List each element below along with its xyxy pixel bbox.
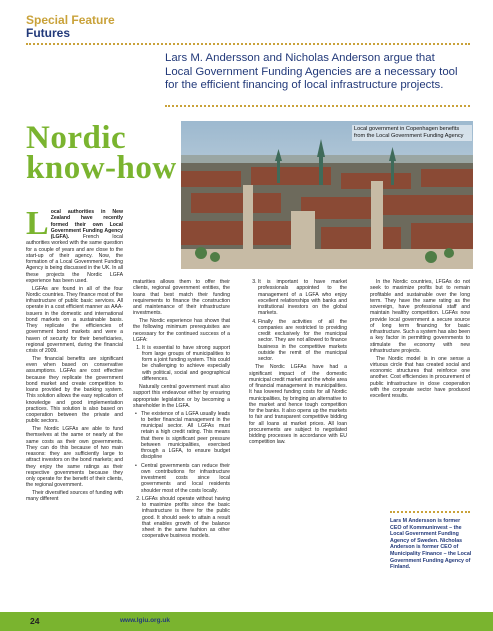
bullet-item: • Central governments can reduce their own contributions for infrastructure investment costs since local governments and local residents shoulder most of the costs locally. xyxy=(141,463,230,494)
top-dotted-rule xyxy=(26,43,470,45)
paragraph: LGFAs are found in all of the four Nordic countries. They finance most of the infrastructure of public basic services. All operate in a cost efficient manner as AAA-issuers in the domestic and international bond markets on a sustainable basis. They replicate the efficiencies of government bond markets and were a haven of security for their beneficiaries, regional government, during the financial crisis of 2009. xyxy=(26,285,123,354)
section-label: Special Feature xyxy=(26,13,115,27)
lead-continuation: French local authorities worked with the same question for a couple of years and are close to the start-up of their agency. Now, the formation of a Local Government Funding Agency is being discussed in the UK. In all these projects the Nordic LGFA experience has been used. xyxy=(26,234,123,284)
author-dotted-rule xyxy=(390,511,470,513)
lead-text: ocal authorities in New Zealand have recently formed their own Local Government Funding Agency (LGFA). xyxy=(50,209,123,240)
title-line-2: know-how xyxy=(26,150,177,186)
article-title xyxy=(26,120,177,186)
prerequisite-list xyxy=(249,279,347,362)
paragraph: The Nordic model is in one sense a virtuous circle that has created social and economic structures that reinforce one another. Cost efficiencies in procurement of public infrastructure in close cooperation with the corporate sector have produced excellent results. xyxy=(370,355,470,399)
photo-caption: Local government in Copenhagen benefits from the Local Government Funding Agency xyxy=(352,125,472,141)
list-item: 2. LGFAs should operate without having to maximize profits since the basic infrastructure is there for the public good. It should seek to attain a result that enables growth of the balance sheet in the same fashion as other cooperative business models. xyxy=(142,496,230,540)
bullet-list xyxy=(133,411,230,494)
headline-dotted-rule xyxy=(165,105,470,107)
copenhagen-photo xyxy=(181,121,473,269)
drop-cap: L xyxy=(26,205,49,242)
paragraph: maturities allows them to offer their clients, regional government entities, the loans that best match their funding requirements to finance the construction and maintenance of their infrastructure investments. xyxy=(133,279,230,317)
list-item: 3. It is important to have market professionals appointed to the management of a LGFA who enjoy excellent relationships with banks and institutional investors on the global markets. xyxy=(258,279,347,317)
author-bio: Lars M Andersson is former CEO of Kommuninvest – the Local Government Funding Agency of Sweden. Nicholas Anderson is former CEO of Municipality Finance – the Local Government Funding Agency of Finland. xyxy=(390,518,472,571)
bullet-item: • The existence of a LGFA usually leads to better financial management in the municipal sector. All LGFAs must retain a high credit rating. This means that there is significant peer pressure between municipalities, exercised through a LGFA, to ensure budget discipline xyxy=(141,411,230,461)
website-link[interactable]: www.lgiu.org.uk xyxy=(120,617,170,624)
prerequisite-list xyxy=(133,345,230,383)
paragraph: The Nordic LGFAs have had a significant impact of the domestic municipal credit market and the whole area of financial management in municipalities. It has lowered funding costs for all Nordic municipalities, by bringing an alternative to the market and hence tough competition for the banks. It also opens up the markets to fair and transparent competitive bidding for all loans at market prices. All loan procurements are subject to negotiated bidding processes in accordance with EU competition law. xyxy=(249,364,348,446)
title-line-1: Nordic xyxy=(26,120,127,156)
paragraph: In the Nordic countries, LFGAs do not seek to maximize profits but to remain profitable and sustainable over the long term. They have the same rating as the sovereign, have professional staff and maintain healthy competition. LGFAs now provide local government a secure source of long term financing for basic infrastructure. Such a system has also been a key factor in permitting governments to stimulate the economy with new infrastructure projects. xyxy=(370,279,471,354)
paragraph: The financial benefits are significant even when based on conservative assumptions. LGFAs are cost effective because they replicate the government bond market and create competition to loans provided by the banking system. This solution allows the easy replication of knowledge and good implementation practices. This solution is also based on cooperation between the private and public sectors. xyxy=(26,355,123,425)
paragraph: Their diversified sources of funding with many different xyxy=(26,490,123,503)
prerequisite-list xyxy=(133,496,230,540)
list-item: 1. It is essential to have strong support from large groups of municipalities to form a joint funding system. This could be challenging to achieve especially with political, social and geographical differences. xyxy=(142,345,230,383)
column-1 xyxy=(26,205,123,504)
city-skyline-illustration xyxy=(181,121,473,269)
list-item: 4. Finally the activities of all the companies are restricted to providing credit exclusively for the municipal sector. They are not allowed to finance business in the competitive markets outside the remit of the municipal sector. xyxy=(258,319,347,363)
lead-paragraph xyxy=(26,205,123,284)
standfirst-headline: Lars M. Andersson and Nicholas Anderson argue that Local Government Funding Agencies are a necessary tool for the efficient financing of local infrastructure projects. xyxy=(165,52,458,92)
paragraph: Naturally central government must also support this endeavour either by ensuring appropriate legislation or by becoming a shareholder in the LGFA. xyxy=(133,384,230,409)
paragraph: The Nordic LGFAs are able to fund themselves at the same or nearly at the same costs as their own governments. They can do this because of two main reasons: they are sufficiently large to attract investors on the bond markets; and they enjoy the same ratings as their respective governments because they only operate for the benefit of their clients, the regional government. xyxy=(26,426,123,489)
section-sublabel: Futures xyxy=(26,26,71,40)
column-4 xyxy=(370,279,470,401)
column-3 xyxy=(249,279,347,447)
paragraph: The Nordic experience has shown that the following minimum prerequisites are necessary for the continued success of a LGFA: xyxy=(133,318,230,343)
footer-bar xyxy=(0,612,493,631)
page-number: 24 xyxy=(30,616,40,626)
column-2 xyxy=(133,279,230,542)
